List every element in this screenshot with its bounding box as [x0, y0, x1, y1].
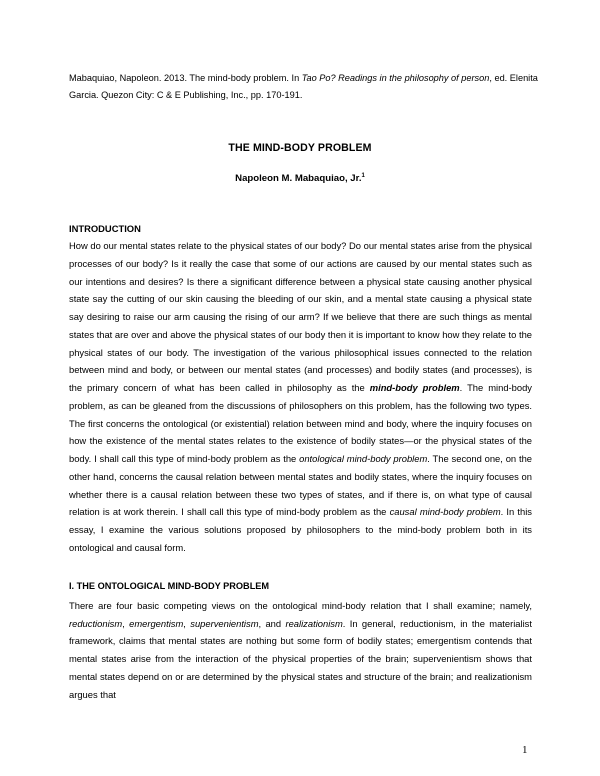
citation — [69, 70, 539, 104]
intro-term-mind-body-problem: mind-body problem — [369, 382, 460, 393]
term-realizationism: realizationism — [285, 617, 343, 629]
section-1-text-2: . In general, reductionism, in the materialist framework, claims that mental states are nothing but some form of bodily states; emergentism contends that mental states arise from the interaction of the physical properties of the brain; supervenientism shows that mental states depend on or are determined by the physical states and structure of the brain; and realizationism argues that — [69, 617, 532, 700]
introduction-heading: INTRODUCTION — [69, 223, 141, 234]
citation-book-title: Tao Po? Readings in the philosophy of person — [301, 73, 490, 83]
section-1-paragraph — [69, 597, 532, 703]
author-line — [0, 173, 600, 184]
intro-text-1: How do our mental states relate to the physical states of our body? Do our mental states arise from the physical processes of our body? Is it really the case that some of our actions are caused by our mental states such as our intentions and desires? Is there a significant difference between a physical state causing another physical state say the cutting of our skin causing the bleeding of our skin, and a mental state causing a physical state say desiring to raise our arm causing the rising of our arm? If we believe that there are such things as mental states that are over and above the physical states of our body then it is important to know how they relate to the physical states of our body. The investigation of the various philosophical issues connected to the relation between mind and body, or between our mental states (and processes) and bodily states (and processes), is the primary concern of what has been called in philosophy as the — [69, 240, 532, 393]
term-reductionism: reductionism — [69, 617, 123, 629]
separator: , — [183, 617, 191, 629]
term-emergentism: emergentism — [129, 617, 184, 629]
footnote-mark[interactable]: 1 — [361, 173, 365, 179]
intro-text-2: . The mind-body problem, as can be gleaned from the discussions of philosophers on this problem, has the following two types. The first concerns the ontological (or existential) relation between mind and body, where the inquiry focuses on how the existence of the mental states relates to the existence of bodily states—or the physical states of the body. I shall call this type of mind-body problem as the — [69, 382, 532, 464]
paper-title: THE MIND-BODY PROBLEM — [228, 142, 372, 154]
introduction-paragraph — [69, 237, 532, 557]
term-supervenientism: supervenientism — [190, 617, 259, 629]
author-name: Napoleon M. Mabaquiao, Jr. — [235, 173, 362, 185]
separator: , and — [258, 617, 286, 629]
intro-term-causal: causal mind-body problem — [389, 506, 501, 518]
intro-term-ontological: ontological mind-body problem — [299, 453, 428, 464]
page-number: 1 — [522, 744, 528, 756]
intro-text-4: . In this essay, I examine the various solutions proposed by philosophers to the mind-body problem both in its ontological and causal form. — [69, 506, 532, 553]
intro-text-3: . The second one, on the other hand, concerns the causal relation between mental states and bodily states, where the inquiry focuses on whether there is a causal relation between these two types of states, and if there is, on what type of causal relation is at work therein. I shall call this type of mind-body problem as the — [69, 453, 532, 518]
separator: , — [122, 617, 130, 629]
citation-prefix: Mabaquiao, Napoleon. 2013. The mind-body problem. In — [69, 73, 302, 83]
section-1-heading: I. THE ONTOLOGICAL MIND-BODY PROBLEM — [69, 581, 270, 591]
citation-suffix: , ed. Elenita Garcia. Quezon City: C & E Publishing, Inc., pp. 170-191. — [69, 73, 538, 100]
section-1-text-1: There are four basic competing views on the ontological mind-body relation that I shall examine; namely, — [69, 600, 532, 611]
